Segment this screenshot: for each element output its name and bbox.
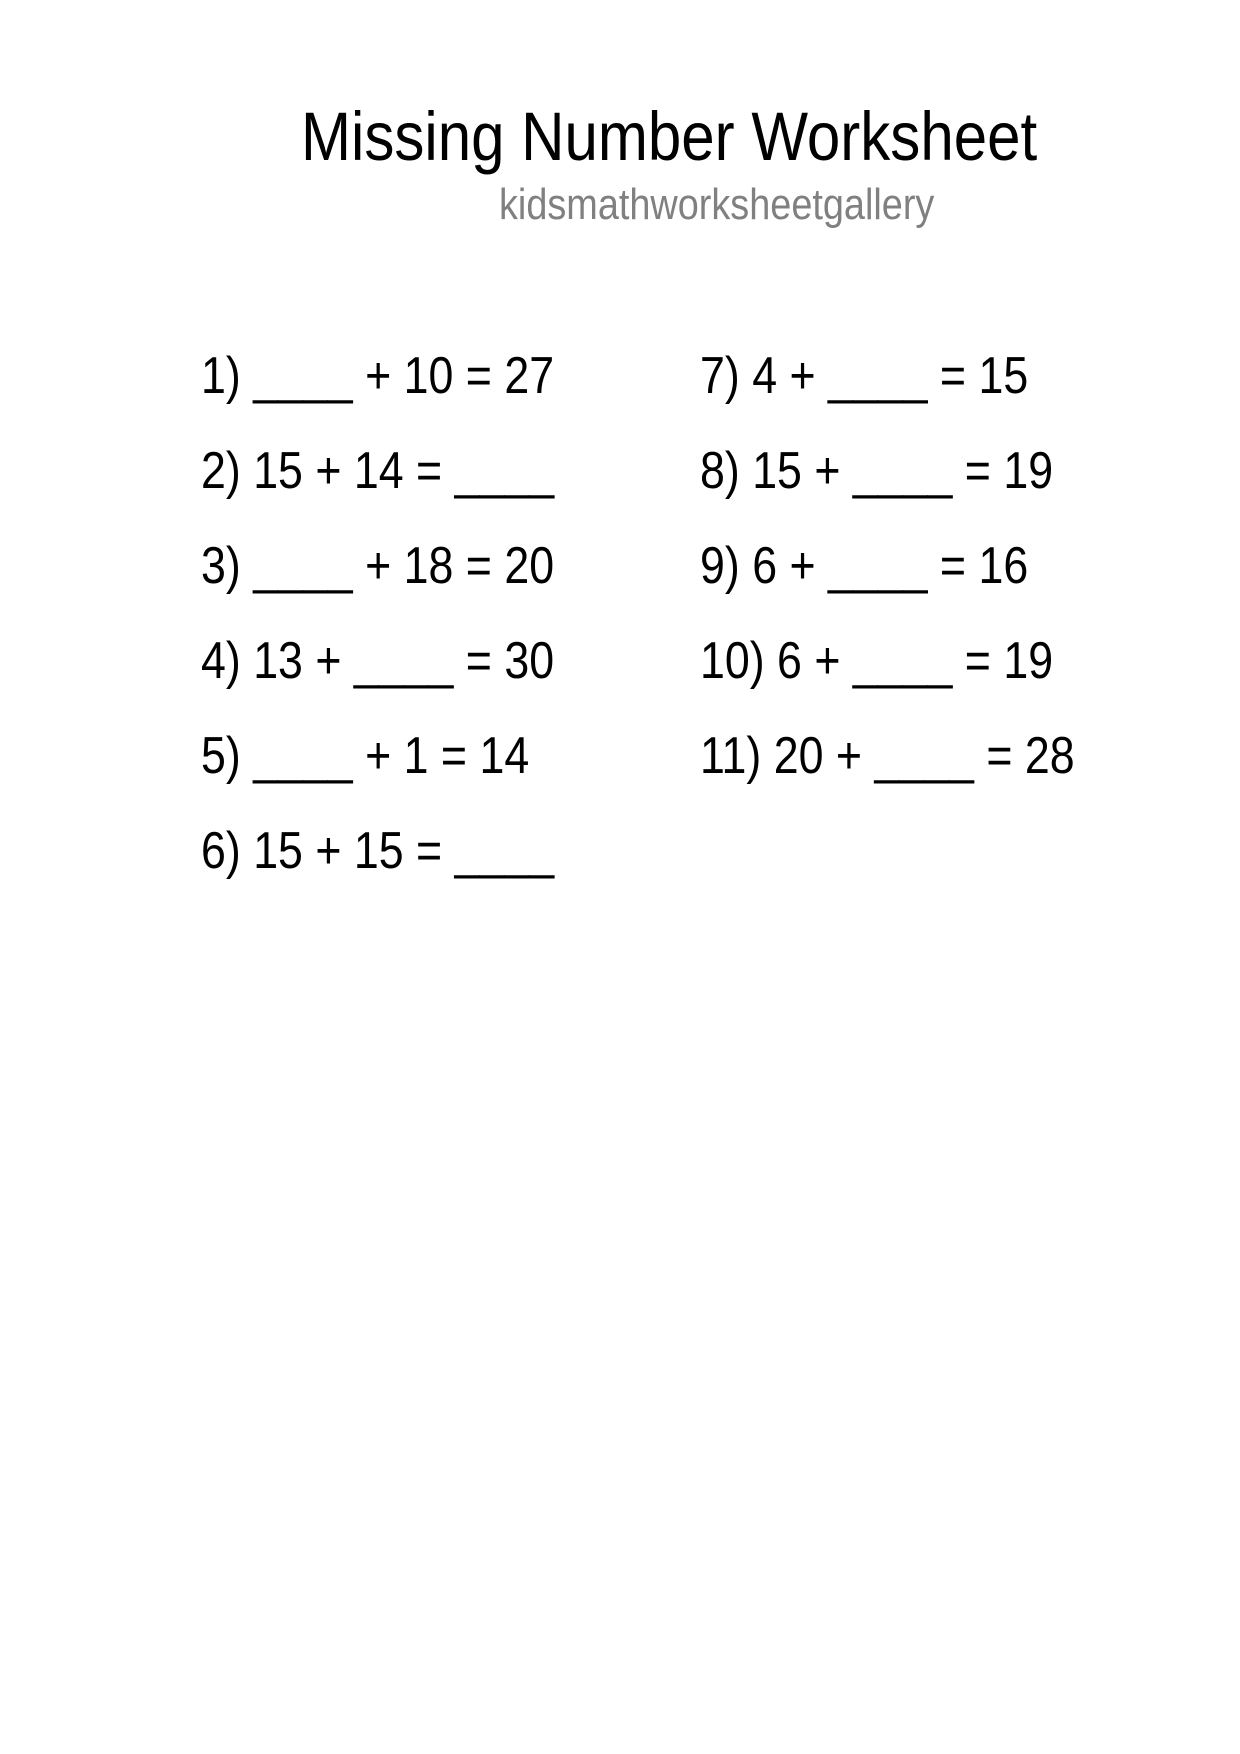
problem-4: 4) 13 + ____ = 30	[201, 632, 555, 690]
worksheet-title: Missing Number Worksheet	[301, 98, 1038, 175]
problem-3: 3) ____ + 18 = 20	[201, 537, 555, 595]
problem-9: 9) 6 + ____ = 16	[700, 537, 1029, 595]
problem-8: 8) 15 + ____ = 19	[700, 442, 1054, 500]
problem-11: 11) 20 + ____ = 28	[700, 727, 1075, 785]
problem-5: 5) ____ + 1 = 14	[201, 727, 530, 785]
worksheet-source: kidsmathworksheetgallery	[499, 180, 935, 229]
problem-6: 6) 15 + 15 = ____	[201, 822, 555, 880]
problem-1: 1) ____ + 10 = 27	[201, 347, 555, 405]
problem-2: 2) 15 + 14 = ____	[201, 442, 555, 500]
problem-7: 7) 4 + ____ = 15	[700, 347, 1029, 405]
problem-10: 10) 6 + ____ = 19	[700, 632, 1054, 690]
